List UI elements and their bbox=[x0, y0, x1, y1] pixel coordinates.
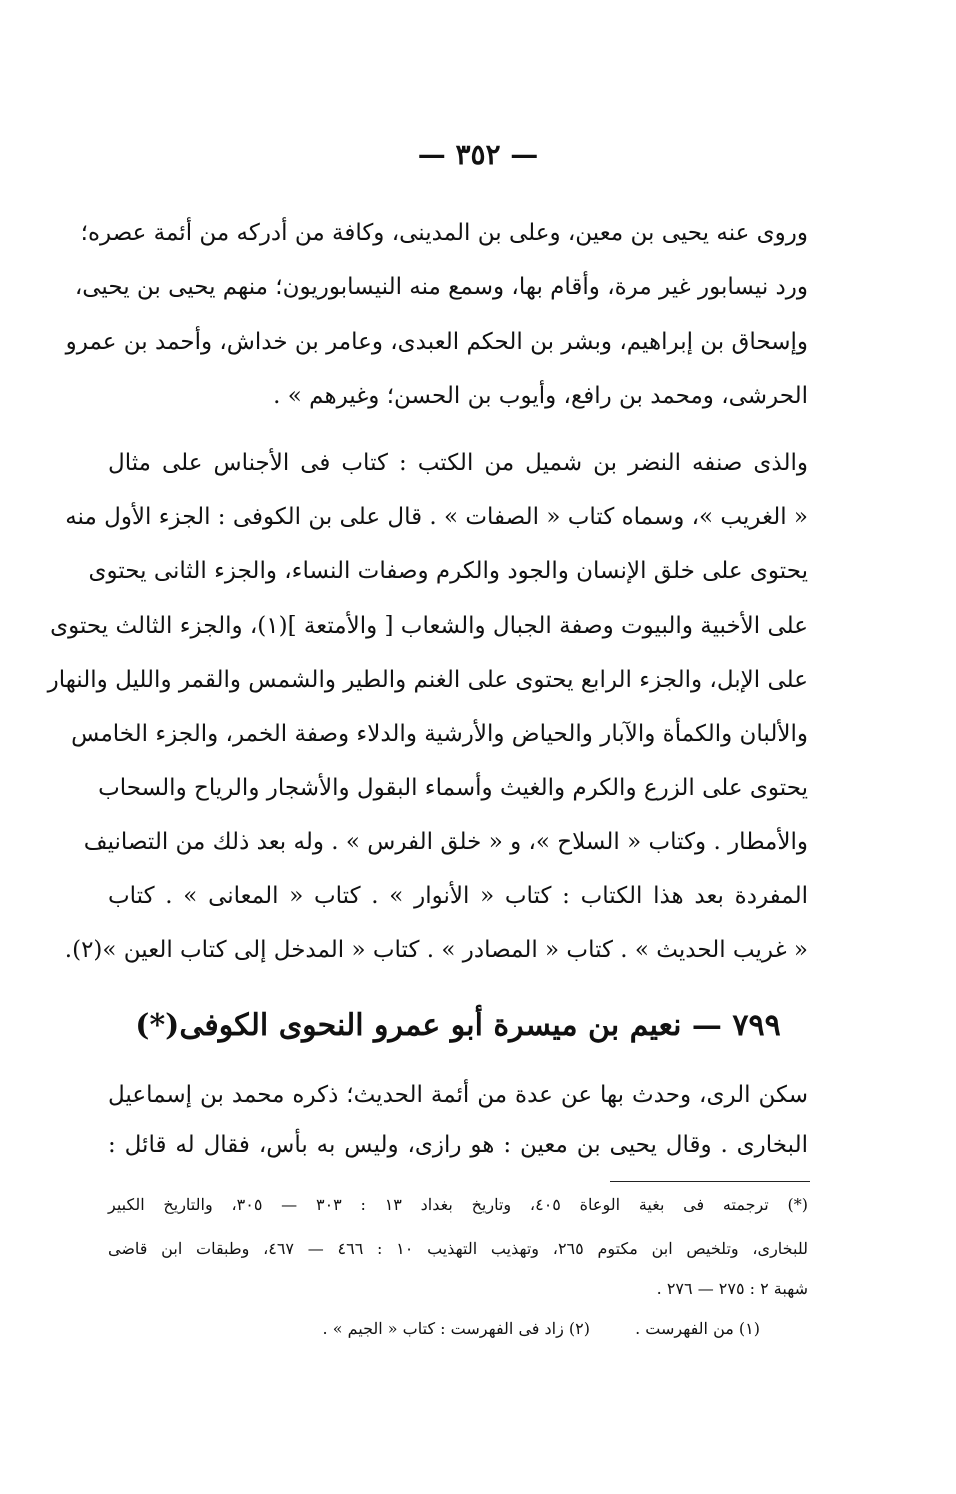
body-line: على الأخبية والبيوت وصفة الجبال والشعاب [ والأمتعة ](١)، والجزء الثالث يحتوى bbox=[50, 613, 808, 639]
footnote-line: للبخارى، وتلخيص ابن مكتوم ٢٦٥، وتهذيب التهذيب ١٠ : ٤٦٦ — ٤٦٧، وطبقات ابن قاضى bbox=[108, 1239, 809, 1258]
body-line: « غريب الحديث » . كتاب « المصادر » . كتاب « المدخل إلى كتاب العين »(٢). bbox=[64, 937, 808, 963]
body-line: البخارى . وقال يحيى بن معين : هو رازى، وليس به بأس، فقال له قائل : bbox=[108, 1132, 808, 1158]
footnote-divider bbox=[610, 1181, 810, 1182]
body-line: المفردة بعد هذا الكتاب : كتاب « الأنوار » . كتاب « المعانى » . كتاب bbox=[108, 883, 808, 909]
body-line: والأمطار . وكتاب « السلاح »، و « خلق الفرس » . وله بعد ذلك من التصانيف bbox=[83, 829, 808, 855]
footnote-line: (*) ترجمته فى بغية الوعاة ٤٠٥، وتاريخ بغداد ١٣ : ٣٠٣ — ٣٠٥، والتاريخ الكبير bbox=[108, 1195, 809, 1214]
body-line: « الغريب »، وسماه كتاب « الصفات » . قال على بن الكوفى : الجزء الأول منه bbox=[65, 504, 808, 530]
body-line: على الإبل، والجزء الرابع يحتوى على الغنم والطير والشمس والقمر والليل والنهار bbox=[47, 667, 808, 693]
footnote-line: شهبة ٢ : ٢٧٥ — ٢٧٦ . bbox=[656, 1279, 808, 1298]
body-line: يحتوى على الزرع والكرم والغيث وأسماء البقول والأشجار والرياح والسحاب bbox=[98, 775, 808, 801]
footnote-1: (١) من الفهرست . bbox=[635, 1319, 760, 1338]
entry-heading: ٧٩٩ — نعيم بن ميسرة أبو عمرو النحوى الكوفى(*) bbox=[135, 1008, 781, 1043]
page-number: — ٣٥٢ — bbox=[417, 138, 539, 171]
body-line: الحرشى، ومحمد بن رافع، وأيوب بن الحسن؛ وغيرهم » . bbox=[273, 383, 808, 409]
footnote-2: (٢) زاد فى الفهرست : كتاب « الجيم » . bbox=[322, 1319, 590, 1338]
body-line: والألبان والكمأة والآبار والحياض والأرشية والدلاء وصفة الخمر، والجزء الخامس bbox=[71, 721, 808, 747]
body-line: وروى عنه يحيى بن معين، وعلى بن المدينى، وكافة من أدركه من أئمة عصره؛ bbox=[80, 220, 808, 246]
body-line: والذى صنفه النضر بن شميل من الكتب : كتاب فى الأجناس على مثال bbox=[108, 450, 808, 476]
body-line: سكن الرى، وحدث بها عن عدة من أئمة الحديث؛ ذكره محمد بن إسماعيل bbox=[108, 1082, 808, 1108]
footnote-notes-row bbox=[108, 1316, 808, 1342]
body-line: وإسحاق بن إبراهيم، وبشر بن الحكم العبدى، وعامر بن خداش، وأحمد بن عمرو bbox=[65, 329, 808, 355]
body-line: ورد نيسابور غير مرة، وأقام بها، وسمع منه النيسابوريون؛ منهم يحيى بن يحيى، bbox=[74, 274, 808, 300]
body-line: يحتوى على خلق الإنسان والجود والكرم وصفات النساء، والجزء الثانى يحتوى bbox=[88, 558, 808, 584]
